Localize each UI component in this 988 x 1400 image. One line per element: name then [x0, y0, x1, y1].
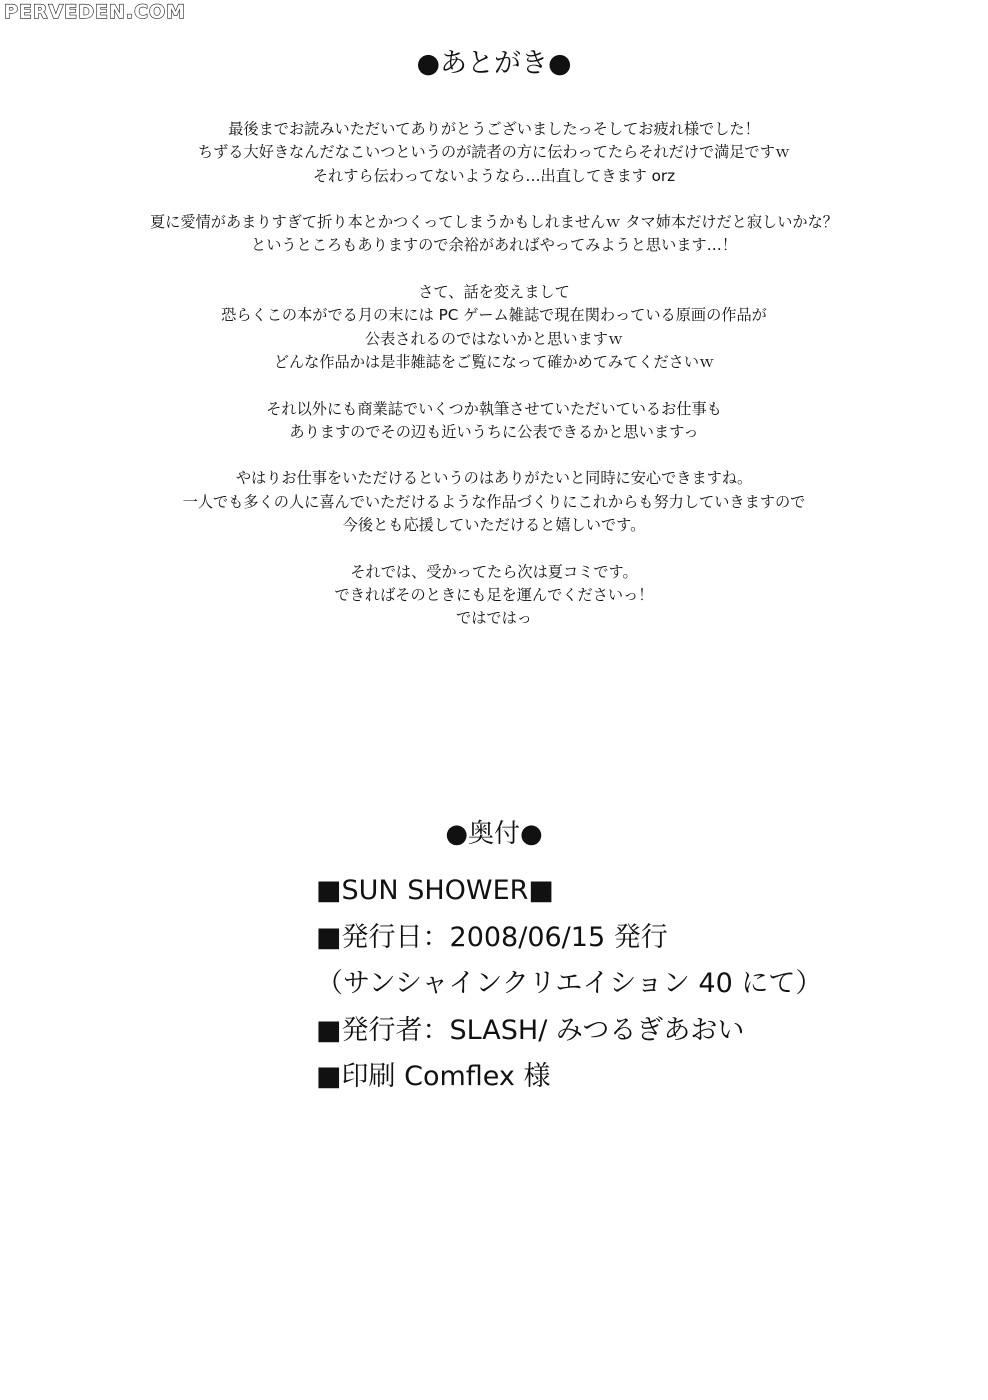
afterword-paragraph-6 [0, 561, 988, 631]
colophon-printer: ■印刷 Comflex 様 [316, 1061, 551, 1092]
afterword-paragraph-4 [0, 398, 988, 445]
afterword-line: ではではっ [456, 609, 532, 628]
colophon-publisher: ■発行者：SLASH/ みつるぎあおい [316, 1014, 745, 1046]
colophon-book-title: ■SUN SHOWER■ [316, 875, 554, 906]
afterword-line: というところもありますので余裕があればやってみようと思います…！ [251, 236, 737, 255]
afterword-line: さて、話を変えまして [418, 283, 570, 302]
afterword-line: できればそのときにも足を運んでくださいっ！ [334, 585, 654, 604]
afterword-line: 恐らくこの本がでる月の末には PC ゲーム雑誌で現在関わっている原画の作品が [221, 306, 767, 325]
afterword-line: 今後とも応援していただけると嬉しいです。 [342, 516, 646, 535]
site-watermark: PERVEDEN.COM [4, 1, 187, 23]
afterword-paragraph-2 [0, 211, 988, 258]
afterword-paragraph-1 [0, 118, 988, 188]
colophon-publish-date: ■発行日：2008/06/15 発行 [316, 921, 668, 953]
afterword-line: 夏に愛情があまりすぎて折り本とかつくってしまうかもしれませんｗ タマ姉本だけだと寂しいかな？ [150, 213, 838, 232]
afterword-line: ありますのでその辺も近いうちに公表できるかと思いますっ [289, 422, 699, 441]
afterword-line: それすら伝わってないようなら…出直してきます orz [312, 166, 676, 185]
afterword-line: 公表されるのではないかと思いますｗ [364, 329, 624, 348]
afterword-line: 一人でも多くの人に喜んでいただけるような作品づくりにこれからも努力していきますので [182, 492, 806, 511]
colophon-event: （サンシャインクリエイション 40 にて） [316, 968, 823, 999]
afterword-paragraph-3 [0, 281, 988, 374]
colophon-block [316, 868, 822, 1101]
afterword-line: やはりお仕事をいただけるというのはありがたいと同時に安心できますね。 [235, 469, 753, 488]
afterword-line: どんな作品かは是非雑誌をご覧になって確かめてみてくださいｗ [273, 352, 715, 371]
afterword-body [0, 118, 988, 654]
colophon-title: ●奥付● [445, 819, 543, 849]
afterword-line: それ以外にも商業誌でいくつか執筆させていただいているお仕事も [266, 399, 722, 418]
afterword-line: ちずる大好きなんだなこいつというのが読者の方に伝わってたらそれだけで満足ですｗ [197, 143, 791, 162]
afterword-title: ●あとがき● [416, 48, 572, 79]
afterword-paragraph-5 [0, 467, 988, 537]
afterword-line: 最後までお読みいただいてありがとうございましたっそしてお疲れ様でした！ [228, 120, 760, 138]
afterword-line: それでは、受かってたら次は夏コミです。 [350, 562, 638, 581]
